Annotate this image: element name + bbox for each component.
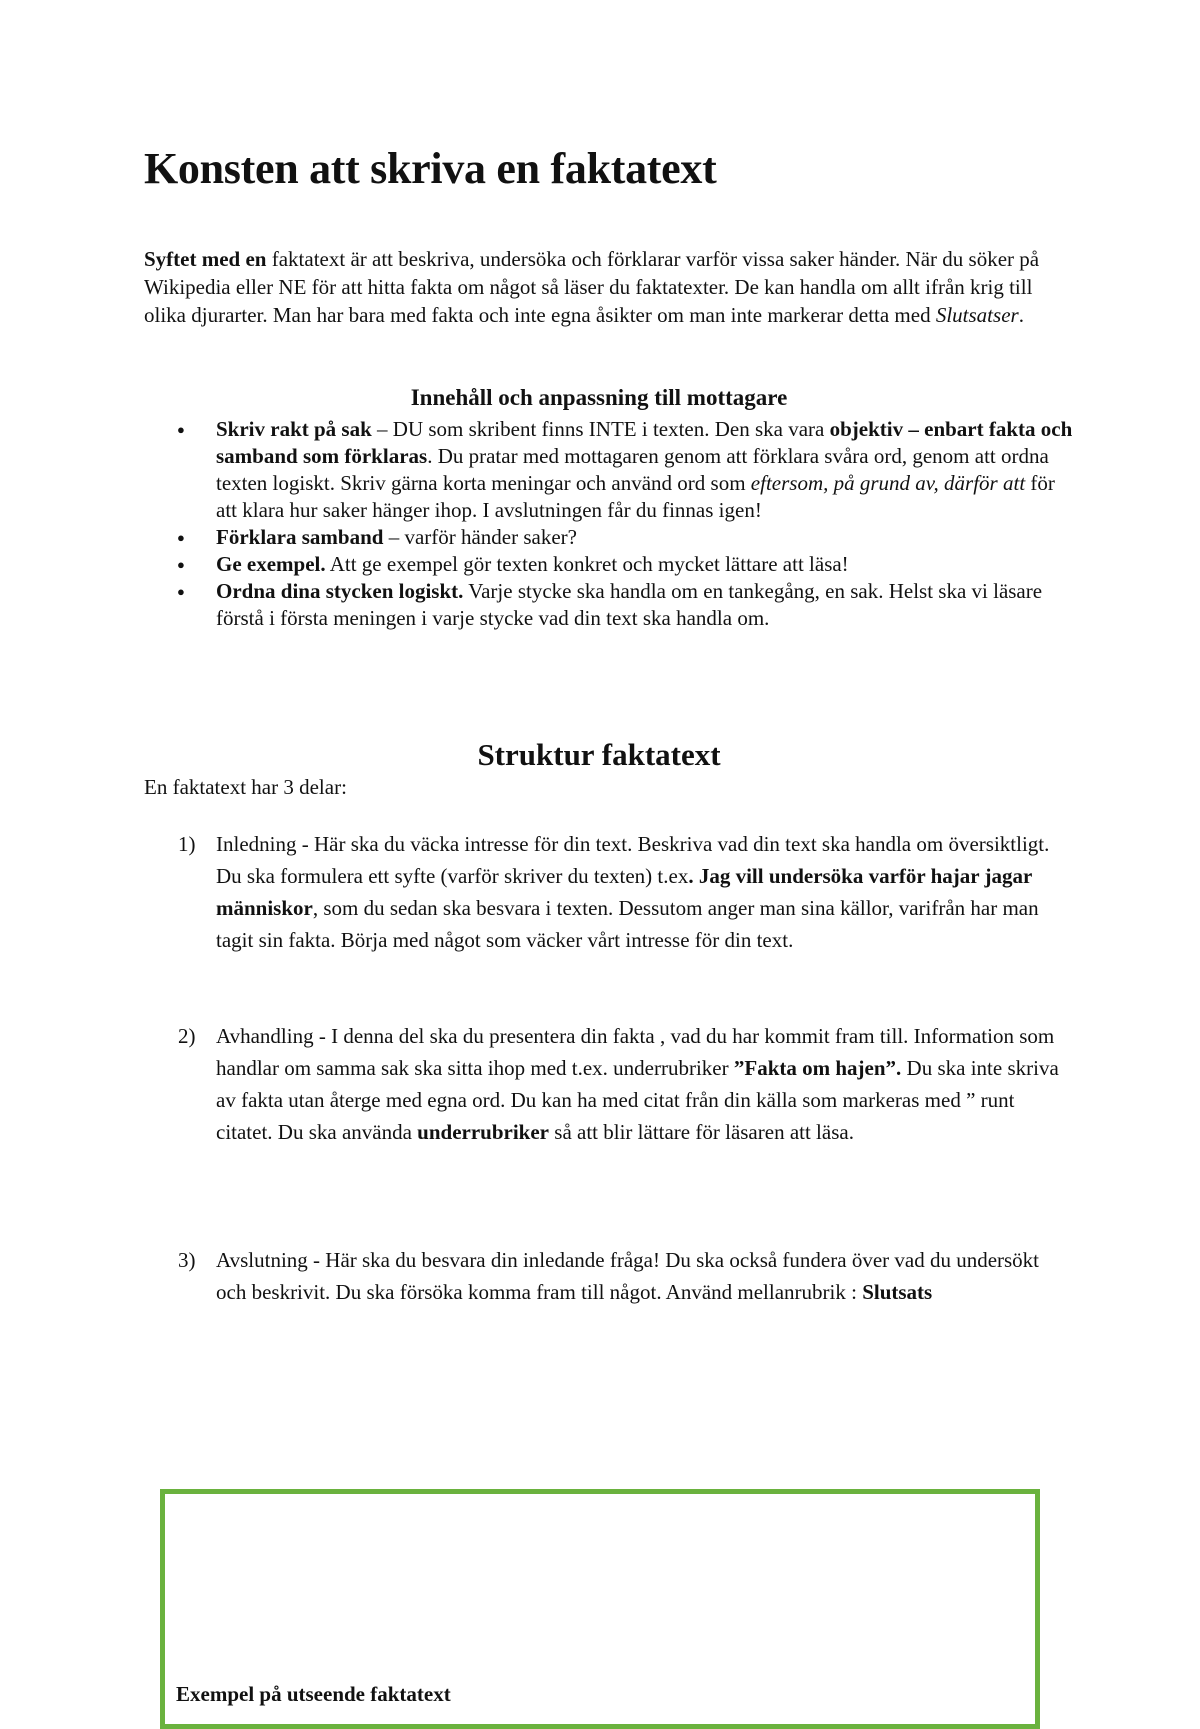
part-bold-term: Slutsats — [862, 1280, 933, 1304]
part-bold-example: ”Fakta om hajen”. — [733, 1056, 902, 1080]
part-text-run: Avhandling - I denna del ska du presentera din fakta , vad du har kommit fram till. Information som handlar om samma sak ska sitta ihop med t.ex. underrubriker — [216, 1024, 1055, 1080]
tip-bold-emphasis: objektiv – enbart fakta och samband som förklaras — [216, 417, 1073, 468]
tip-text: Varje stycke ska handla om en tankegång, en sak. Helst ska vi läsare förstå i första meningen i varje stycke vad din text ska handla om. — [216, 579, 1043, 630]
intro-italic-term: Slutsatser — [935, 303, 1019, 327]
tip-bold-label: Ordna dina stycken logiskt. — [216, 579, 464, 603]
part-number: 3) — [178, 1248, 196, 1272]
page-title: Konsten att skriva en faktatext — [144, 144, 717, 193]
tips-list-item — [144, 551, 1074, 578]
part-number: 2) — [178, 1024, 196, 1048]
tip-text: för att klara hur saker hänger ihop. I avslutningen får du finnas igen! — [216, 471, 1055, 522]
tip-text: . Du pratar med mottagaren genom att förklara svåra ord, genom att ordna texten logiskt. Skriv gärna korta meningar och använd ord som — [216, 444, 1049, 495]
section-heading-content: Innehåll och anpassning till mottagare — [410, 385, 788, 410]
tip-text: – DU som skribent finns INTE i texten. Den ska vara — [371, 417, 830, 441]
tips-list-item — [144, 524, 1074, 551]
tip-italic-words: eftersom, på grund av, därför att — [750, 471, 1026, 495]
tips-list — [144, 416, 1074, 632]
part-text-run: , som du sedan ska besvara i texten. Dessutom anger man sina källor, varifrån har man tagit sin fakta. Börja med något som väcker vårt intresse för din text. — [216, 896, 1039, 952]
part-text-run: Avslutning - Här ska du besvara din inledande fråga! Du ska också fundera över vad du undersökt och beskrivit. Du ska försöka komma fram till något. Använd mellanrubrik : — [216, 1248, 1040, 1304]
part-text-run: Inledning - Här ska du väcka intresse för din text. Beskriva vad din text ska handla om översiktligt. Du ska formulera ett syfte (varför skriver du texten) t.ex — [216, 832, 1050, 888]
structure-part-intro — [144, 828, 1069, 956]
part-bold-example: . Jag vill undersöka varför hajar jagar människor — [216, 864, 1032, 920]
intro-text: faktatext är att beskriva, undersöka och förklarar varför vissa saker händer. När du söker på Wikipedia eller NE för att hitta fakta om något så läser du faktatexter. De kan handla om allt ifrån krig till olika djurarter. Man har bara med fakta och inte egna åsikter om man inte markerar detta med — [144, 247, 1040, 327]
tip-text: – varför händer saker? — [383, 525, 578, 549]
tips-list-item — [144, 416, 1074, 524]
intro-paragraph — [144, 245, 1069, 329]
tip-bold-label: Skriv rakt på sak — [216, 417, 372, 441]
intro-bold-lead: Syftet med en — [144, 247, 267, 271]
part-text — [144, 828, 1069, 956]
tips-list-item — [144, 578, 1074, 632]
structure-part-conclusion — [144, 1244, 1069, 1308]
structure-lead: En faktatext har 3 delar: — [144, 775, 347, 799]
part-text — [144, 1020, 1069, 1148]
part-text — [144, 1244, 1069, 1308]
intro-period: . — [1018, 303, 1024, 327]
part-number: 1) — [178, 832, 196, 856]
tip-bold-label: Förklara samband — [216, 525, 384, 549]
section-heading-structure: Struktur faktatext — [477, 737, 721, 772]
tip-text: Att ge exempel gör texten konkret och mycket lättare att läsa! — [325, 552, 849, 576]
tip-bold-label: Ge exempel. — [216, 552, 326, 576]
structure-part-body — [144, 1020, 1069, 1148]
part-text-run: så att blir lättare för läsaren att läsa. — [549, 1120, 854, 1144]
example-caption: Exempel på utseende faktatext — [176, 1682, 451, 1706]
part-text-run: Du ska inte skriva av fakta utan återge med egna ord. Du kan ha med citat från din källa som markeras med ” runt citatet. Du ska använda — [216, 1056, 1059, 1144]
part-bold-term: underrubriker — [417, 1120, 550, 1144]
